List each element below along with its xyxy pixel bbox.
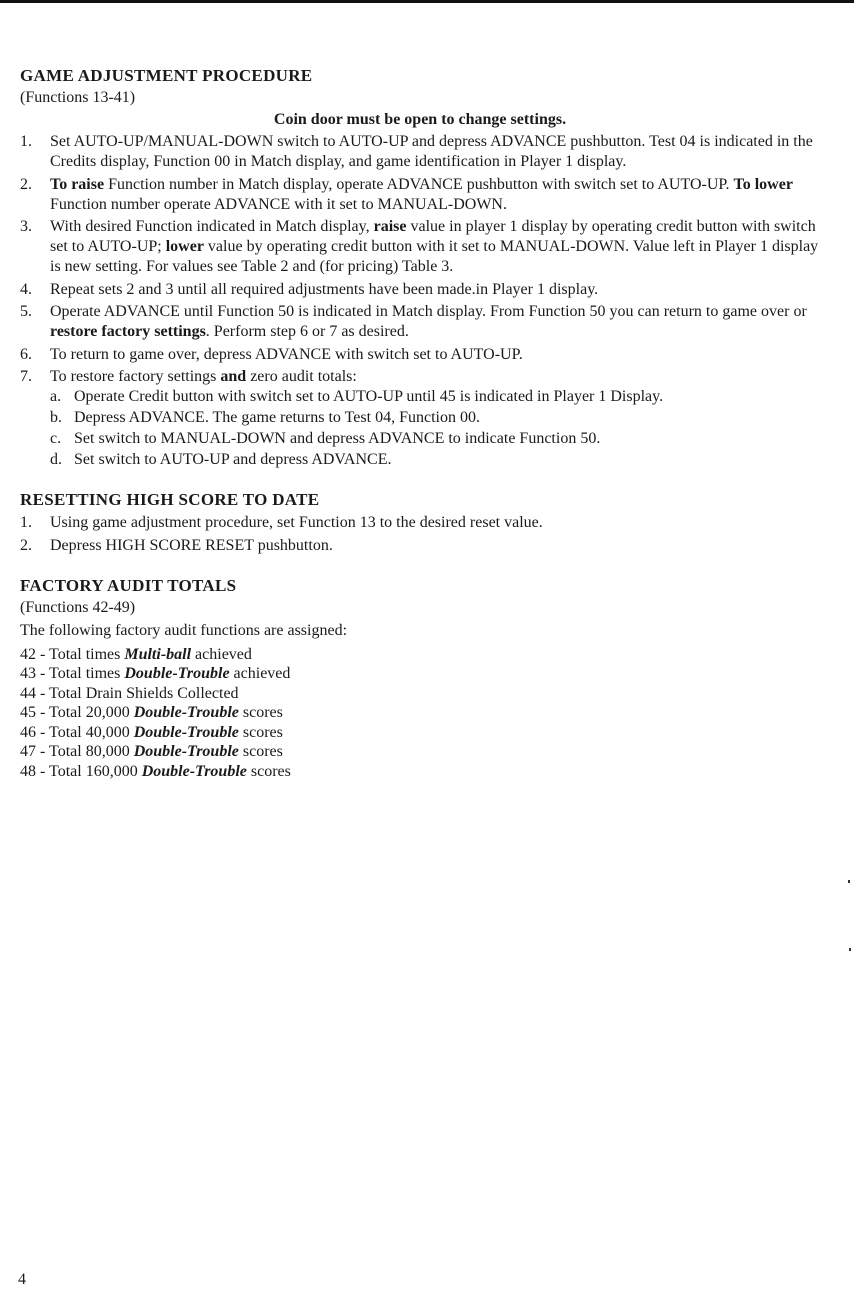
audit-text: 43 - Total times bbox=[20, 665, 125, 682]
text-run: With desired Function indicated in Match display, bbox=[50, 218, 374, 235]
reset-step bbox=[20, 513, 820, 533]
text-run: Set AUTO-UP/MANUAL-DOWN switch to AUTO-UP and depress ADVANCE pushbutton. Test 04 is indicated in the Credits display, Function 00 in Match display, and game identification in Player 1 display. bbox=[50, 133, 813, 170]
audit-list bbox=[20, 645, 820, 782]
sub-step-letter: c. bbox=[50, 430, 62, 447]
emphasis: To lower bbox=[733, 175, 793, 193]
emphasis: To raise bbox=[50, 175, 105, 193]
audit-text: 45 - Total 20,000 bbox=[20, 704, 134, 721]
step-text bbox=[50, 303, 807, 340]
sub-step-text: Operate Credit button with switch set to AUTO-UP until 45 is indicated in Player 1 Display. bbox=[74, 388, 664, 405]
sub-step bbox=[50, 429, 820, 449]
audit-suffix: achieved bbox=[229, 665, 291, 682]
step-number: 1. bbox=[20, 514, 32, 531]
section-subtitle: (Functions 42-49) bbox=[20, 598, 136, 616]
procedure-step bbox=[20, 367, 820, 470]
step-number: 4. bbox=[20, 280, 32, 298]
step-number: 2. bbox=[20, 536, 32, 554]
sub-step bbox=[50, 387, 820, 407]
step-text bbox=[50, 133, 813, 170]
text-run: To restore factory settings bbox=[50, 368, 221, 385]
text-run: zero audit totals: bbox=[246, 368, 357, 385]
step-text: Depress HIGH SCORE RESET pushbutton. bbox=[50, 536, 333, 554]
section-subtitle: (Functions 13-41) bbox=[20, 89, 136, 106]
section-title: RESETTING HIGH SCORE TO DATE bbox=[20, 490, 320, 509]
sub-step bbox=[50, 450, 820, 470]
text-run: Operate ADVANCE until Function 50 is indicated in Match display. From Function 50 you can return to game over or bbox=[50, 303, 807, 320]
text-run: value by operating credit button with it set to MANUAL-DOWN. Value left in Player 1 display is new setting. For values see Table 2 and (for pricing) Table 3. bbox=[50, 238, 819, 275]
audit-item bbox=[20, 664, 820, 684]
audit-item bbox=[20, 703, 820, 723]
audit-item bbox=[20, 742, 820, 762]
audit-text: 47 - Total 80,000 bbox=[20, 743, 134, 760]
audit-suffix: scores bbox=[238, 743, 283, 760]
scan-speck bbox=[849, 948, 851, 951]
step-number: 5. bbox=[20, 303, 32, 320]
emphasis: lower bbox=[165, 238, 204, 255]
procedure-step bbox=[20, 132, 820, 172]
emphasis: raise bbox=[373, 218, 407, 235]
procedure-steps bbox=[20, 132, 820, 470]
page-number: 4 bbox=[18, 1271, 26, 1288]
section-title: GAME ADJUSTMENT PROCEDURE bbox=[20, 66, 313, 85]
sub-step-list bbox=[50, 387, 820, 470]
audit-text: 46 - Total 40,000 bbox=[20, 723, 134, 741]
text-run: Repeat sets 2 and 3 until all required adjustments have been made.in Player 1 display. bbox=[50, 280, 599, 298]
audit-intro: The following factory audit functions are assigned: bbox=[20, 621, 348, 639]
step-number: 2. bbox=[20, 175, 32, 193]
reset-step bbox=[20, 536, 820, 556]
section-title: FACTORY AUDIT TOTALS bbox=[20, 575, 237, 595]
audit-item bbox=[20, 723, 820, 743]
step-number: 1. bbox=[20, 133, 32, 150]
audit-suffix: scores bbox=[246, 762, 291, 780]
procedure-step bbox=[20, 345, 820, 365]
audit-suffix: scores bbox=[238, 723, 283, 741]
audit-emphasis: Multi-ball bbox=[124, 645, 192, 663]
audit-emphasis: Double-Trouble bbox=[124, 665, 230, 682]
top-border-line bbox=[0, 0, 854, 3]
audit-suffix: achieved bbox=[191, 645, 252, 663]
audit-emphasis: Double-Trouble bbox=[133, 723, 239, 741]
sub-step-letter: d. bbox=[50, 451, 62, 468]
scan-speck bbox=[848, 880, 850, 883]
manual-page bbox=[20, 66, 820, 781]
game-adjustment-section bbox=[20, 66, 820, 470]
step-text: Using game adjustment procedure, set Function 13 to the desired reset value. bbox=[50, 514, 543, 531]
audit-emphasis: Double-Trouble bbox=[133, 704, 239, 721]
sub-step-text: Depress ADVANCE. The game returns to Test 04, Function 00. bbox=[74, 409, 480, 426]
step-text bbox=[50, 281, 598, 298]
audit-item bbox=[20, 645, 820, 665]
step-text bbox=[50, 368, 357, 385]
step-number: 3. bbox=[20, 218, 32, 235]
audit-suffix: scores bbox=[238, 704, 283, 721]
sub-step bbox=[50, 408, 820, 428]
step-number: 6. bbox=[20, 345, 32, 363]
procedure-step bbox=[20, 302, 820, 342]
sub-step-letter: b. bbox=[50, 409, 62, 426]
emphasis: and bbox=[220, 368, 247, 385]
reset-steps bbox=[20, 513, 820, 556]
emphasis: restore factory settings bbox=[50, 323, 206, 340]
procedure-step bbox=[20, 280, 820, 300]
text-run: Function number operate ADVANCE with it set to MANUAL-DOWN. bbox=[50, 195, 507, 213]
audit-emphasis: Double-Trouble bbox=[141, 762, 247, 780]
factory-audit-section bbox=[20, 576, 820, 782]
step-number: 7. bbox=[20, 368, 32, 385]
sub-step-letter: a. bbox=[50, 388, 62, 405]
coin-door-note: Coin door must be open to change settings. bbox=[273, 111, 567, 128]
reset-high-score-section bbox=[20, 490, 820, 556]
procedure-step bbox=[20, 217, 820, 277]
audit-text: 42 - Total times bbox=[20, 645, 125, 663]
audit-text: 44 - Total Drain Shields Collected bbox=[20, 684, 239, 702]
sub-step-text: Set switch to AUTO-UP and depress ADVANCE. bbox=[74, 451, 392, 468]
step-text bbox=[50, 176, 793, 213]
sub-step-text: Set switch to MANUAL-DOWN and depress ADVANCE to indicate Function 50. bbox=[74, 430, 601, 447]
text-run: . Perform step 6 or 7 as desired. bbox=[205, 323, 409, 340]
procedure-step bbox=[20, 175, 820, 215]
audit-text: 48 - Total 160,000 bbox=[20, 762, 142, 780]
audit-item bbox=[20, 684, 820, 704]
text-run: value in player 1 display by operating credit button with switch set to AUTO-UP; bbox=[50, 218, 816, 255]
text-run: To return to game over, depress ADVANCE with switch set to AUTO-UP. bbox=[50, 345, 523, 363]
step-text bbox=[50, 346, 523, 363]
text-run: Function number in Match display, operate ADVANCE pushbutton with switch set to AUTO-UP. bbox=[104, 175, 734, 193]
audit-emphasis: Double-Trouble bbox=[133, 743, 239, 760]
audit-item bbox=[20, 762, 820, 782]
step-text bbox=[50, 218, 818, 275]
